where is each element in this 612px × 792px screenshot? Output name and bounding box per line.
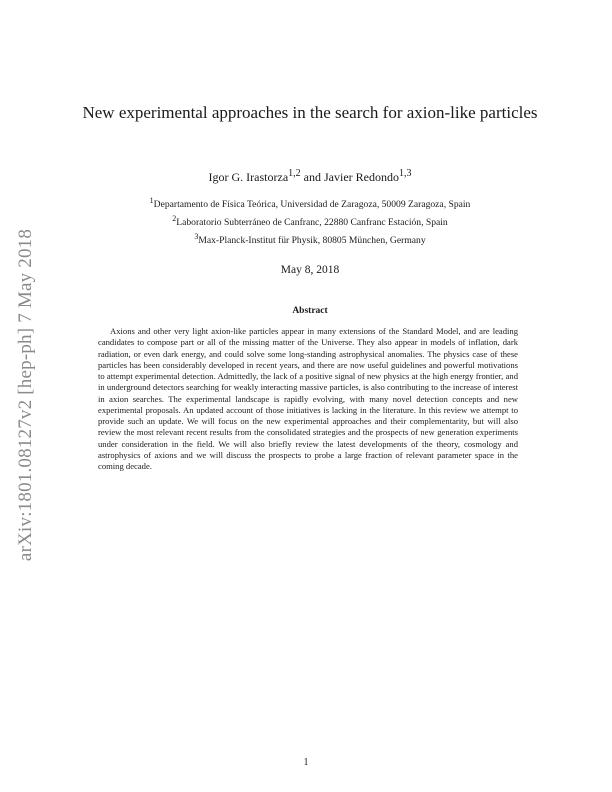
author-name: Javier Redondo [323,170,399,184]
affiliation-text: Laboratorio Subterráneo de Canfranc, 22880 Canfranc Estación, Spain [176,216,448,228]
author-list [80,168,540,185]
publication-date: May 8, 2018 [280,264,340,276]
affiliation-line [80,212,540,230]
affiliation-text: Departamento de Física Teórica, Universidad de Zaragoza, 50009 Zaragoza, Spain [153,199,471,211]
author-name: Igor G. Irastorza [208,170,289,184]
author-connector: and [300,170,324,184]
affiliation-line [80,230,540,248]
abstract-heading: Abstract [292,306,328,316]
page-number: 1 [303,757,309,768]
affiliation-line [80,194,540,212]
affiliation-list [80,194,540,247]
author-affiliation-marker: 1,3 [398,168,412,179]
affiliation-marker: 2 [172,213,177,223]
affiliation-marker: 1 [149,196,154,205]
arxiv-identifier-stamp [6,210,46,580]
affiliation-text: Max-Planck-Institut für Physik, 80805 München, Germany [198,234,426,246]
author-affiliation-marker: 1,2 [288,168,301,179]
arxiv-identifier-text: arXiv:1801.08127v2 [hep-ph] 7 May 2018 [15,228,37,562]
paper-title: New experimental approaches in the search for axion-like particles [82,103,538,122]
abstract-text: Axions and other very light axion-like particles appear in many extensions of the Standard Model, and are leading candidates to compose part or all of the missing matter of the Universe. They also appear in models of inflation, dark radiation, or even dark energy, and could solve some long-standing astrophysical anomalies. The physics case of these particles has been considerably developed in recent years, and there are now useful guidelines and powerful motivations to attempt experimental detection. Admittedly, the lack of a positive signal of new physics at the high energy frontier, and in underground detectors searching for weakly interacting massive particles, is also contributing to the increase of interest in axion searches. The experimental landscape is rapidly evolving, with many novel detection concepts and new experimental proposals. An updated account of those initiatives is lacking in the literature. In this review we attempt to provide such an update. We will focus on the new experimental approaches and their complementarity, but will also review the most relevant recent results from the consolidated strategies and the prospects of new generation experiments under consideration in the field. We will also briefly review the latest developments of the theory, cosmology and astrophysics of axions and we will discuss the prospects to probe a large fraction of relevant parameter space in the coming decade. [98,326,518,471]
affiliation-marker: 3 [194,231,199,241]
